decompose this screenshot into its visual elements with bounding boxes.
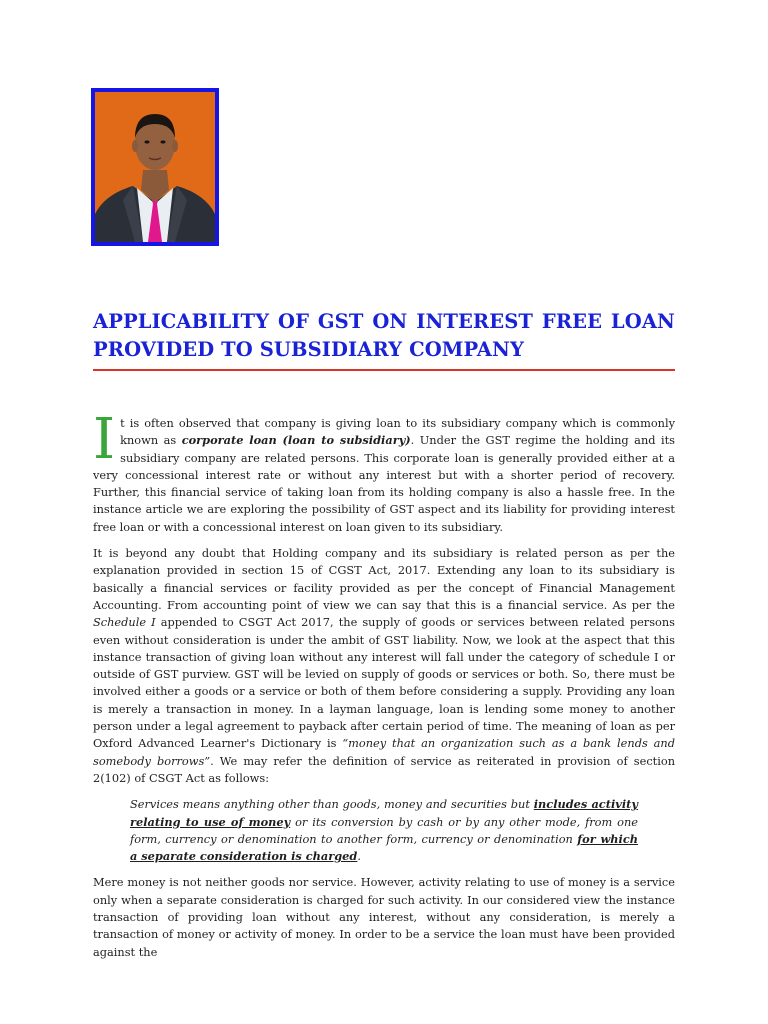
intro-emphasis: corporate loan (loan to subsidiary) xyxy=(181,433,411,448)
quote-underline-2: for which a separate consideration is charged xyxy=(130,831,638,864)
intro-paragraph xyxy=(93,407,675,536)
paragraph-2 xyxy=(93,545,675,787)
p2-dictionary-quote: “money that an organization such as a bank lends and somebody borrows” xyxy=(93,736,675,768)
p2-text-c: . We may refer the definition of service as reiterated in provision of section 2(102) of CSGT Act as follows: xyxy=(93,753,676,785)
title-divider xyxy=(93,369,675,371)
p2-emphasis: Schedule I xyxy=(93,615,156,630)
quote-text-a: Services means anything other than goods, money and securities but xyxy=(130,797,534,812)
p2-text-a: It is beyond any doubt that Holding company and its subsidiary is related person as per the explanation provided in section 15 of CGST Act, 2017. Extending any loan to its subsidiary is basically a financial services or facility provided as per the concept of Financial Management Accounting. From accounting point of view we can say that this is a financial service. As per the xyxy=(93,546,675,612)
intro-text-b: . Under the GST regime the holding and its subsidiary company are related persons. This corporate loan is generally provided either at a very concessional interest rate or without any interest but with a shorter period of recovery. Further, this financial service of taking loan from its holding company is also a hassle free. In the instance article we are exploring the possibility of GST aspect and its liability for providing interest free loan or with a concessional interest on loan given to its subsidiary. xyxy=(93,433,675,534)
article-body xyxy=(93,407,676,970)
quote-underline-1: includes activity relating to use of money xyxy=(130,797,638,829)
definition-quote xyxy=(93,796,675,865)
quote-text-b: or its conversion by cash or by any other mode, from one form, currency or denomination to another form, currency or denomination xyxy=(130,814,638,846)
author-photo xyxy=(91,88,219,246)
paragraph-3: Mere money is not neither goods nor service. However, activity relating to use of money is a service only when a separate consideration is charged for such activity. In our considered view the instance transaction of providing loan without any interest, without any consideration, is merely a transaction of money or activity of money. In order to be a service the loan must have been provided against the xyxy=(93,875,675,959)
drop-cap: I xyxy=(93,407,116,472)
p2-text-b: appended to CSGT Act 2017, the supply of goods or services between related persons even without consideration is under the ambit of GST liability. Now, we look at the aspect that this instance transaction of giving loan without any interest will fall under the category of schedule I or outside of GST purview. GST will be levied on supply of goods or services or both. So, there must be involved either a goods or a service or both of them before considering a supply. Providing any loan is merely a transaction in money. In a layman language, loan is lending some money to another person under a legal agreement to payback after certain period of time. The meaning of loan as per Oxford Advanced Learner's Dictionary is xyxy=(93,615,675,751)
article-title: APPLICABILITY OF GST ON INTEREST FREE LOAN PROVIDED TO SUBSIDIARY COMPANY xyxy=(93,310,675,361)
intro-text-a: t is often observed that company is giving loan to its subsidiary company which is commonly known as xyxy=(120,416,675,448)
quote-text-c: . xyxy=(357,849,361,864)
author-portrait-image xyxy=(95,92,215,242)
